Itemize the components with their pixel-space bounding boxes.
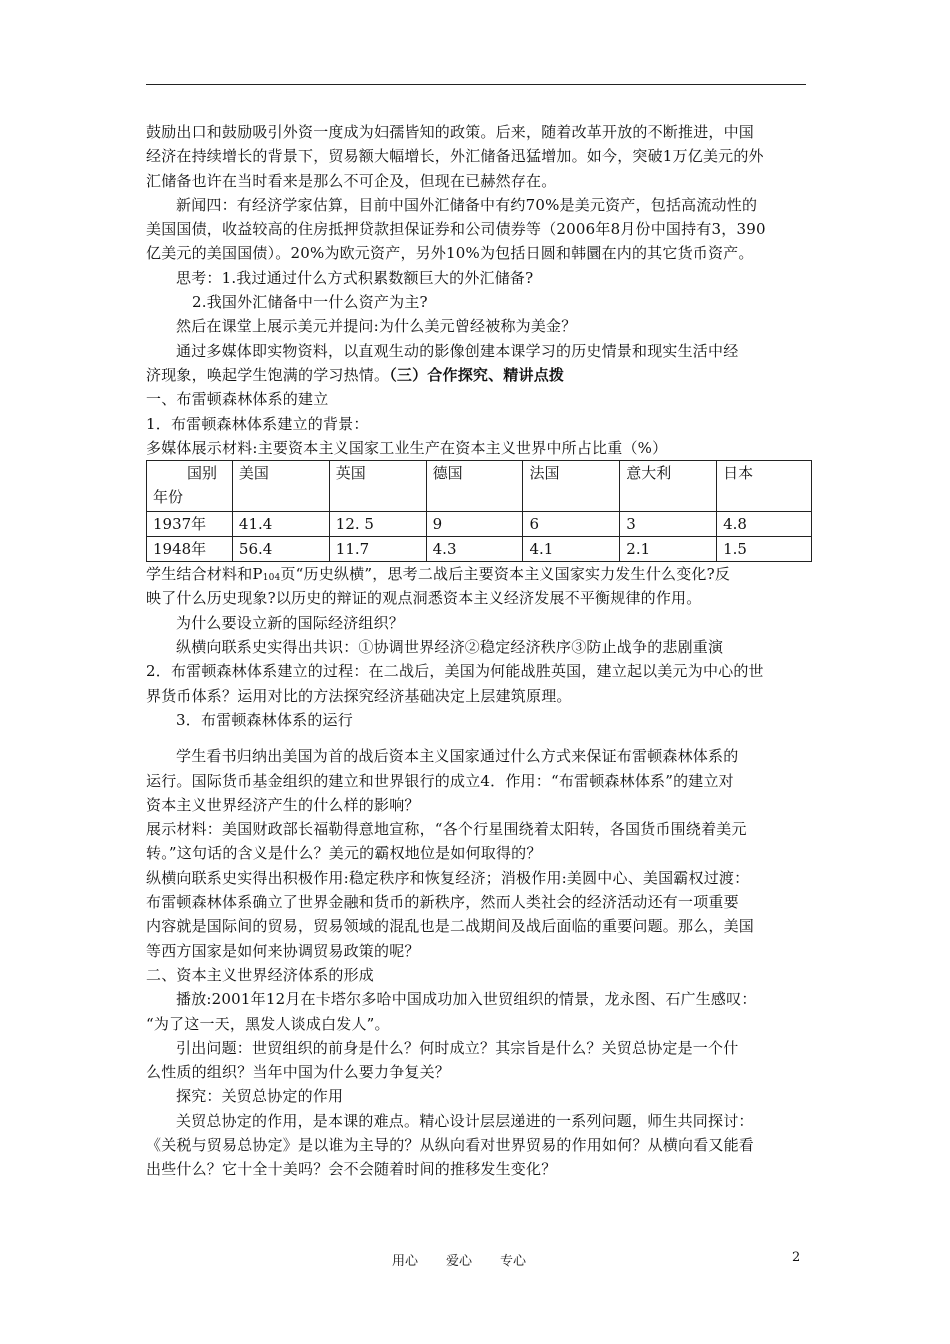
country-header: 英国 — [329, 461, 426, 512]
country-header: 德国 — [426, 461, 523, 512]
value-cell: 4.3 — [426, 537, 523, 562]
paragraph-line — [146, 562, 810, 586]
section-heading: 二、资本主义世界经济体系的形成 — [146, 965, 375, 984]
paragraph-line: 学生看书归纳出美国为首的战后资本主义国家通过什么方式来保证布雷顿森林体系的 — [176, 747, 739, 766]
paragraph-line: “为了这一天，黑发人谈成白发人”。 — [146, 1014, 390, 1033]
paragraph-line: 纵横向联系史实得出积极作用:稳定秩序和恢复经济；消极作用:美圆中心、美国霸权过渡： — [146, 868, 750, 887]
paragraph-line: 界货币体系？运用对比的方法探究经济基础决定上层建筑原理。 — [146, 686, 572, 705]
paragraph-line: 新闻四：有经济学家估算，目前中国外汇储备中有约70%是美元资产，包括高流动性的 — [176, 195, 758, 214]
paragraph-line: 关贸总协定的作用，是本课的难点。精心设计层层递进的一系列问题，师生共同探讨： — [176, 1111, 754, 1130]
industrial-share-table — [146, 460, 812, 562]
table-row — [147, 537, 812, 562]
table-header-row — [147, 461, 812, 512]
value-cell: 12. 5 — [329, 512, 426, 537]
paragraph-line: 通过多媒体即实物资料，以直观生动的影像创建本课学习的历史情景和现实生活中经 — [176, 341, 739, 360]
paragraph-line: 经济在持续增长的背景下，贸易额大幅增长，外汇储备迅猛增加。如今，突破1万亿美元的外 — [146, 147, 764, 166]
paragraph-line — [146, 363, 810, 387]
value-cell: 4.1 — [523, 537, 620, 562]
paragraph-line: 播放:2001年12月在卡塔尔多哈中国成功加入世贸组织的情景，龙永图、石广生感叹： — [176, 990, 757, 1009]
paragraph-line: 资本主义世界经济产生的什么样的影响？ — [146, 795, 420, 814]
paragraph-line: 鼓励出口和鼓励吸引外资一度成为妇孺皆知的政策。后来，随着改革开放的不断推进，中国 — [146, 123, 755, 141]
paragraph-line: 么性质的组织？当年中国为什么要力争复关？ — [146, 1063, 451, 1082]
value-cell: 56.4 — [232, 537, 329, 562]
paragraph-line: 汇储备也许在当时看来是那么不可企及，但现在已赫然存在。 — [146, 171, 557, 190]
value-cell: 1.5 — [717, 537, 812, 562]
paragraph-line: 出些什么？它十全十美吗？会不会随着时间的推移发生变化？ — [146, 1160, 557, 1179]
corner-year-label: 年份 — [153, 488, 184, 507]
value-cell: 2.1 — [620, 537, 717, 562]
paragraph-line: 美国国债，收益较高的住房抵押贷款担保证券和公司债券等（2006年8月份中国持有3，390 — [146, 220, 766, 239]
subsection-heading: 1．布雷顿森林体系建立的背景： — [146, 414, 369, 433]
section-heading: （三）合作探究、精讲点拨 — [389, 365, 565, 384]
page-body — [146, 120, 810, 1182]
table-caption: 多媒体展示材料:主要资本主义国家工业生产在资本主义世界中所占比重（%） — [146, 438, 668, 457]
paragraph-text: 页“历史纵横”，思考二战后主要资本主义国家实力发生什么变化?反 — [280, 565, 731, 584]
value-cell: 9 — [426, 512, 523, 537]
paragraph-line: 亿美元的美国国债）。20%为欧元资产，另外10%为包括日圆和韩圜在内的其它货币资产。 — [146, 244, 754, 263]
paragraph-line: 布雷顿森林体系确立了世界金融和货币的新秩序，然而人类社会的经济活动还有一项重要 — [146, 893, 739, 912]
value-cell: 6 — [523, 512, 620, 537]
page-ref-subscript: 104 — [262, 573, 281, 584]
spacer — [146, 732, 810, 744]
paragraph-line: 思考：1.我过通过什么方式积累数额巨大的外汇储备? — [176, 268, 534, 287]
value-cell: 3 — [620, 512, 717, 537]
table-corner-cell — [147, 461, 233, 512]
paragraph-line: 等西方国家是如何来协调贸易政策的呢？ — [146, 941, 420, 960]
value-cell: 41.4 — [232, 512, 329, 537]
value-cell: 4.8 — [717, 512, 812, 537]
paragraph-line: 运行。国际货币基金组织的建立和世界银行的成立4．作用：“布雷顿森林体系”的建立对 — [146, 771, 734, 790]
country-header: 意大利 — [620, 461, 717, 512]
paragraph-line: 引出问题：世贸组织的前身是什么？何时成立？其宗旨是什么？关贸总协定是一个什 — [176, 1038, 739, 1057]
section-heading: 一、布雷顿森林体系的建立 — [146, 390, 329, 409]
table-row — [147, 512, 812, 537]
paragraph-line: 《关税与贸易总协定》是以谁为主导的？从纵向看对世界贸易的作用如何？从横向看又能看 — [146, 1135, 755, 1154]
corner-country-label: 国别 — [187, 464, 218, 483]
value-cell: 11.7 — [329, 537, 426, 562]
paragraph-line: 纵横向联系史实得出共识：①协调世界经济②稳定经济秩序③防止战争的悲剧重演 — [176, 638, 724, 657]
paragraph-line: 2.我国外汇储备中一什么资产为主? — [192, 293, 428, 312]
year-cell: 1937年 — [147, 512, 233, 537]
footer-word: 爱心 — [446, 1254, 473, 1269]
footer-word: 专心 — [500, 1254, 527, 1269]
paragraph-line: 为什么要设立新的国际经济组织？ — [176, 613, 405, 632]
paragraph-line: 然后在课堂上展示美元并提问:为什么美元曾经被称为美金？ — [176, 317, 577, 336]
paragraph-text: 济现象，唤起学生饱满的学习热情。 — [146, 365, 390, 384]
footer-motto — [392, 1250, 554, 1269]
country-header: 法国 — [523, 461, 620, 512]
footer-word: 用心 — [392, 1254, 419, 1269]
paragraph-text: 学生结合材料和P — [146, 565, 263, 584]
paragraph-line: 内容就是国际间的贸易，贸易领域的混乱也是二战期间及战后面临的重要问题。那么，美国 — [146, 917, 755, 936]
paragraph-line: 探究：关贸总协定的作用 — [176, 1087, 344, 1106]
paragraph-line: 映了什么历史现象?以历史的辩证的观点洞悉资本主义经济发展不平衡规律的作用。 — [146, 589, 702, 608]
header-rule — [146, 84, 806, 85]
subsection-heading: 3．布雷顿森林体系的运行 — [176, 710, 353, 729]
paragraph-line: 展示材料：美国财政部长福勒得意地宣称，“各个行星围绕着太阳转，各国货币围绕着美元 — [146, 820, 747, 839]
country-header: 美国 — [232, 461, 329, 512]
country-header: 日本 — [717, 461, 812, 512]
paragraph-line: 转。”这句话的含义是什么？美元的霸权地位是如何取得的？ — [146, 844, 542, 863]
page-number: 2 — [792, 1250, 801, 1265]
year-cell: 1948年 — [147, 537, 233, 562]
subsection-heading: 2．布雷顿森林体系建立的过程：在二战后，美国为何能战胜英国，建立起以美元为中心的世 — [146, 662, 764, 681]
